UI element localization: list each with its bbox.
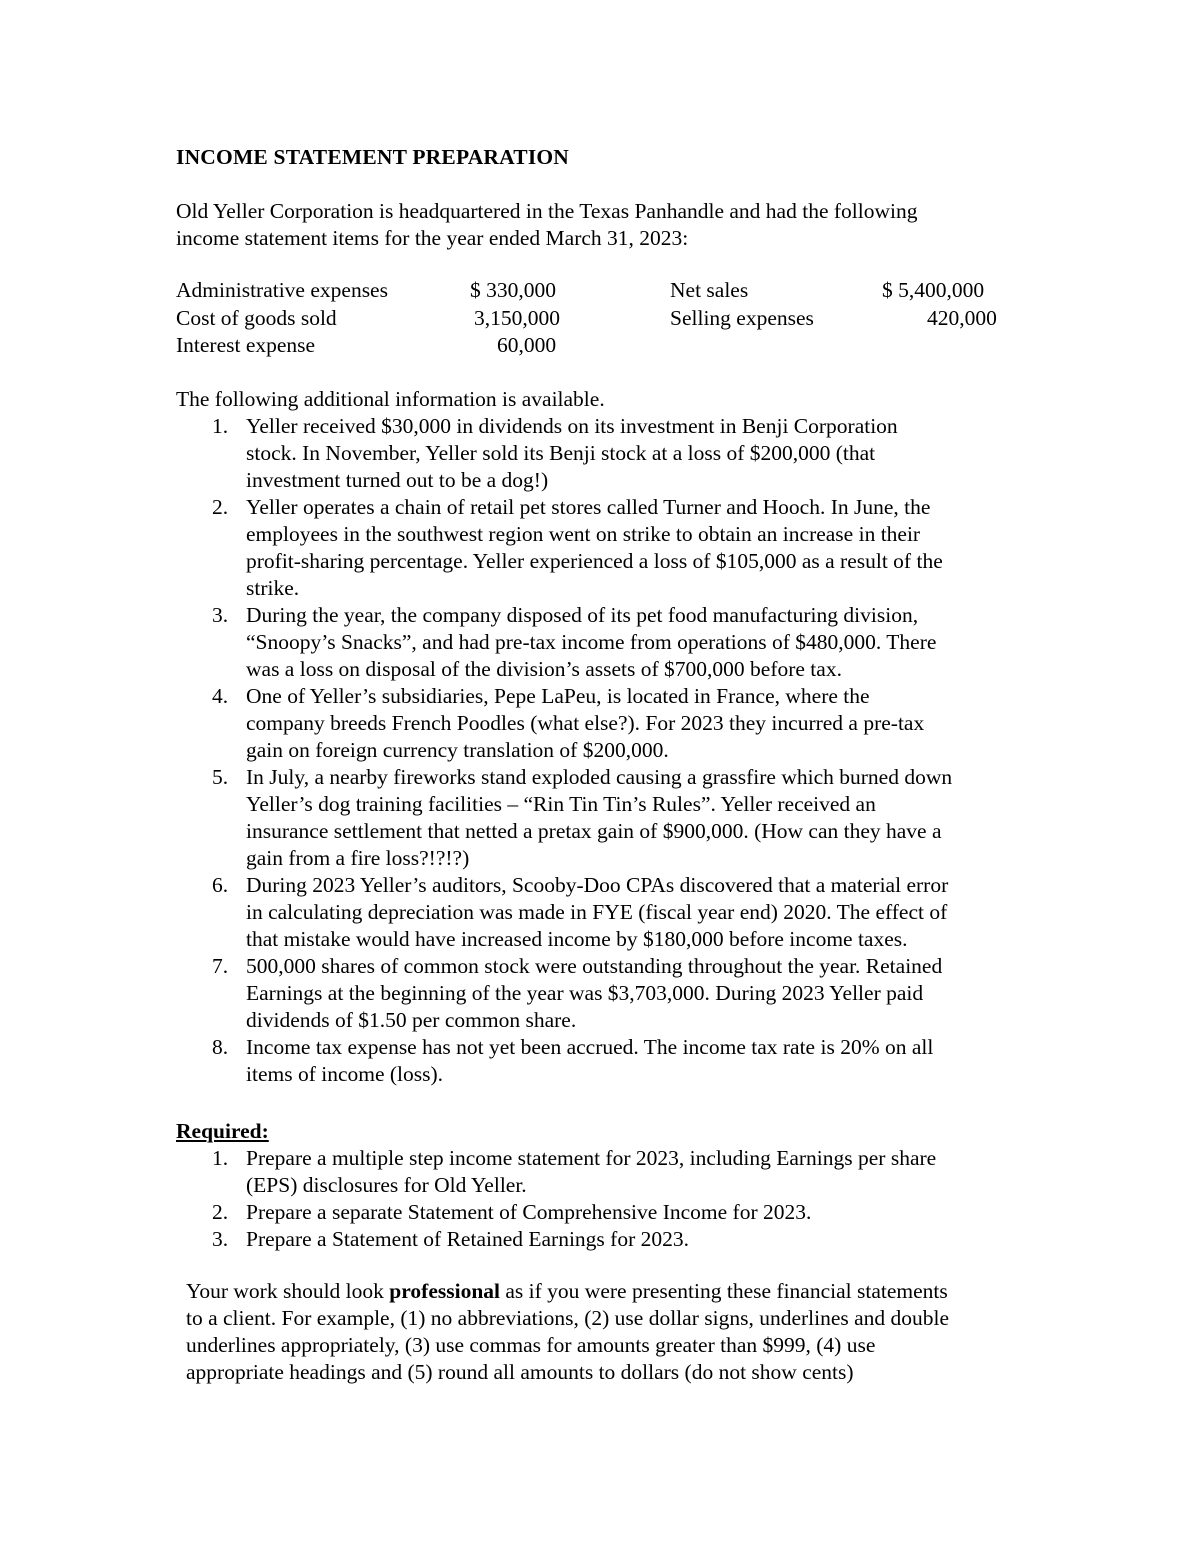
item-label: Administrative expenses — [176, 278, 388, 302]
list-item-line: Earnings at the beginning of the year was $3,703,000. During 2023 Yeller paid — [246, 981, 924, 1005]
item-amount: 420,000 — [927, 305, 997, 330]
list-item-line: investment turned out to be a dog!) — [246, 468, 549, 492]
additional-info-list — [176, 413, 1036, 1088]
closing-emphasis: professional — [389, 1279, 500, 1303]
list-item-line: One of Yeller’s subsidiaries, Pepe LaPeu, is located in France, where the — [246, 684, 870, 708]
list-item-line: employees in the southwest region went on strike to obtain an increase in their — [246, 522, 921, 546]
list-number: 4. — [212, 684, 229, 708]
list-item-line: that mistake would have increased income by $180,000 before income taxes. — [246, 927, 908, 951]
item-amount: 60,000 — [497, 333, 557, 357]
additional-information — [176, 386, 1036, 1088]
list-item-line: profit-sharing percentage. Yeller experienced a loss of $105,000 as a result of the — [246, 549, 943, 573]
additional-info-item — [176, 413, 1036, 494]
list-item-line: Prepare a separate Statement of Comprehensive Income for 2023. — [246, 1200, 812, 1224]
required-item — [176, 1226, 1036, 1253]
list-number: 7. — [212, 954, 229, 978]
list-item-line: “Snoopy’s Snacks”, and had pre-tax income from operations of $480,000. There — [246, 630, 937, 654]
item-label: Interest expense — [176, 333, 316, 357]
additional-heading: The following additional information is available. — [176, 387, 605, 411]
list-item-line: Yeller received $30,000 in dividends on its investment in Benji Corporation — [246, 414, 898, 438]
list-number: 2. — [212, 1200, 229, 1224]
required-heading: Required: — [176, 1119, 269, 1143]
item-label: Selling expenses — [670, 305, 814, 330]
list-item-line: company breeds French Poodles (what else?). For 2023 they incurred a pre-tax — [246, 711, 925, 735]
list-item-line: Yeller operates a chain of retail pet stores called Turner and Hooch. In June, the — [246, 495, 931, 519]
item-label: Net sales — [670, 278, 749, 302]
list-item-line: Prepare a Statement of Retained Earnings for 2023. — [246, 1227, 689, 1251]
list-item-line: stock. In November, Yeller sold its Benji stock at a loss of $200,000 (that — [246, 441, 876, 465]
list-number: 3. — [212, 1227, 229, 1251]
required-section — [176, 1118, 1036, 1253]
list-number: 3. — [212, 603, 229, 627]
list-number: 6. — [212, 873, 229, 897]
list-number: 2. — [212, 495, 229, 519]
required-item — [176, 1145, 1036, 1199]
intro-paragraph — [176, 198, 1036, 252]
list-number: 1. — [212, 414, 229, 438]
list-item-line: in calculating depreciation was made in FYE (fiscal year end) 2020. The effect of — [246, 900, 948, 924]
item-amount: $ 330,000 — [470, 278, 556, 302]
intro-line: income statement items for the year ended March 31, 2023: — [176, 226, 689, 250]
additional-info-item — [176, 953, 1036, 1034]
list-number: 8. — [212, 1035, 229, 1059]
closing-line: underlines appropriately, (3) use commas for amounts greater than $999, (4) use — [186, 1333, 876, 1357]
intro-line: Old Yeller Corporation is headquartered in the Texas Panhandle and had the following — [176, 199, 918, 223]
additional-info-item — [176, 872, 1036, 953]
item-amount: 3,150,000 — [474, 305, 560, 330]
list-item-line: strike. — [246, 576, 300, 600]
closing-line: to a client. For example, (1) no abbreviations, (2) use dollar signs, underlines and double — [186, 1306, 950, 1330]
item-label: Cost of goods sold — [176, 305, 337, 330]
additional-info-item — [176, 1034, 1036, 1088]
closing-text: Your work should look — [186, 1279, 390, 1303]
additional-info-item — [176, 683, 1036, 764]
closing-text: as if you were presenting these financial statements — [500, 1279, 948, 1303]
list-number: 1. — [212, 1146, 229, 1170]
closing-line — [186, 1278, 1036, 1305]
list-item-line: items of income (loss). — [246, 1062, 444, 1086]
additional-info-item — [176, 764, 1036, 872]
list-item-line: During the year, the company disposed of its pet food manufacturing division, — [246, 603, 919, 627]
document-title: INCOME STATEMENT PREPARATION — [176, 145, 570, 169]
closing-line: appropriate headings and (5) round all amounts to dollars (do not show cents) — [186, 1360, 854, 1384]
list-item-line: gain from a fire loss?!?!?) — [246, 846, 470, 870]
list-item-line: Yeller’s dog training facilities – “Rin Tin Tin’s Rules”. Yeller received an — [246, 792, 876, 816]
additional-info-item — [176, 494, 1036, 602]
list-item-line: Income tax expense has not yet been accrued. The income tax rate is 20% on all — [246, 1035, 934, 1059]
closing-paragraph — [186, 1278, 1036, 1386]
list-item-line: insurance settlement that netted a pretax gain of $900,000. (How can they have a — [246, 819, 942, 843]
list-number: 5. — [212, 765, 229, 789]
required-item — [176, 1199, 1036, 1226]
list-item-line: During 2023 Yeller’s auditors, Scooby-Doo CPAs discovered that a material error — [246, 873, 949, 897]
list-item-line: Prepare a multiple step income statement for 2023, including Earnings per share — [246, 1146, 937, 1170]
list-item-line: was a loss on disposal of the division’s assets of $700,000 before tax. — [246, 657, 842, 681]
item-amount: $ 5,400,000 — [882, 278, 985, 302]
list-item-line: (EPS) disclosures for Old Yeller. — [246, 1173, 527, 1197]
list-item-line: dividends of $1.50 per common share. — [246, 1008, 577, 1032]
list-item-line: In July, a nearby fireworks stand exploded causing a grassfire which burned down — [246, 765, 953, 789]
list-item-line: 500,000 shares of common stock were outstanding throughout the year. Retained — [246, 954, 943, 978]
required-list — [176, 1145, 1036, 1253]
list-item-line: gain on foreign currency translation of $200,000. — [246, 738, 669, 762]
additional-info-item — [176, 602, 1036, 683]
